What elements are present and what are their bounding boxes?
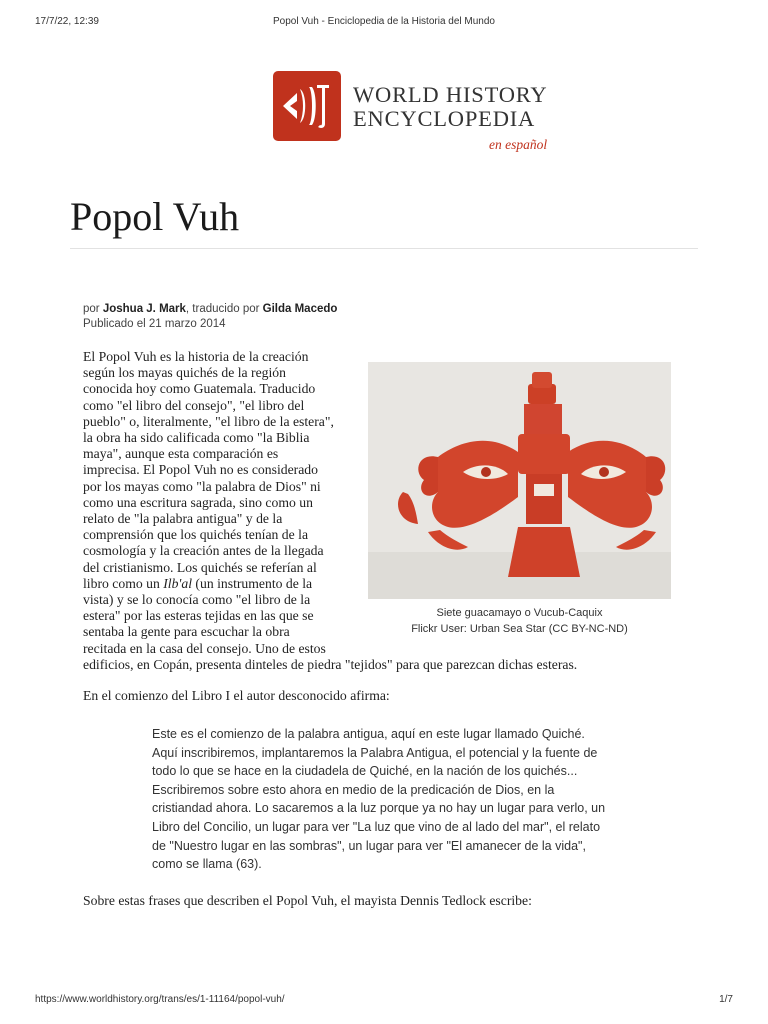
print-page-number: 1/7: [719, 994, 733, 1005]
site-logo[interactable]: [273, 71, 553, 161]
para1-line: la obra ha sido calificada como "la Biblia: [83, 430, 310, 446]
print-doc-title: Popol Vuh - Enciclopedia de la Historia del Mundo: [273, 16, 495, 27]
logo-line1: WORLD HISTORY: [353, 82, 548, 107]
article-paragraph-1: [83, 349, 366, 657]
logo-line2: ENCYCLOPEDIA: [353, 106, 536, 131]
print-url[interactable]: https://www.worldhistory.org/trans/es/1-11164/popol-vuh/: [35, 994, 285, 1005]
para1-line: comprensión que los quichés tenían de la: [83, 527, 309, 543]
quote-line: cristiandad ahora. Lo sacaremos a la luz porque ya no hay un lugar para verlo, un: [152, 801, 606, 816]
para1-line: sentaba la gente para escuchar la obra: [83, 624, 290, 640]
para1-line: imprecisa. El Popol Vuh no es considerado: [83, 462, 318, 478]
translated-prefix: , traducido por: [185, 303, 263, 315]
print-datetime: 17/7/22, 12:39: [35, 16, 99, 27]
macaw-sculpture-image: [368, 362, 671, 599]
caption-title: Siete guacamayo o Vucub-Caquix: [436, 607, 603, 619]
quote-line: Aquí inscribiremos, implantaremos la Palabra Antigua, el potencial y la fuente de: [152, 745, 598, 760]
para1-line: recitada en la casa del consejo. Uno de estos: [83, 640, 326, 656]
logo-language: en español: [489, 137, 548, 152]
published-date: Publicado el 21 marzo 2014: [83, 318, 226, 330]
para1-line: maya", aunque esta comparación es: [83, 446, 279, 462]
caption-credit[interactable]: Flickr User: Urban Sea Star (CC BY-NC-ND): [411, 623, 628, 635]
article-paragraph-2: En el comienzo del Libro I el autor desconocido afirma:: [83, 688, 390, 703]
translator-link[interactable]: Gilda Macedo: [262, 303, 338, 315]
ilbal-post: (un instrumento de la: [192, 575, 313, 591]
quote-line: Este es el comienzo de la palabra antigua, aquí en este lugar llamado Quiché.: [152, 727, 585, 741]
para1-line: estera" por las esteras tejidas en las que se: [83, 608, 314, 624]
quote-line: de "Nuestro lugar en las sombras", un lugar para ver "El amanecer de la vida",: [152, 838, 586, 853]
page-title: Popol Vuh: [70, 194, 240, 239]
logo-mark-icon: [273, 71, 341, 141]
quote-line: todo lo que se hace en la ciudadela de Quiché, en la nación de los quichés...: [152, 764, 578, 779]
byline: [83, 302, 337, 332]
ilbal-pre: libro como un: [83, 575, 164, 591]
para1-last-line: edificios, en Copán, presenta dinteles de piedra "tejidos" para que parezcan dichas esteras.: [83, 657, 578, 672]
author-link[interactable]: Joshua J. Mark: [102, 303, 186, 315]
title-divider: [70, 248, 698, 249]
para1-line: por los mayas como "la palabra de Dios" ni: [83, 478, 321, 494]
para1-line: como una escritura sagrada, sino como un: [83, 494, 313, 510]
print-footer: [0, 994, 768, 1008]
para1-line: relato de "la palabra antigua" y de la: [83, 511, 283, 527]
para1-line: según los mayas quichés de la región: [83, 365, 286, 381]
quote-line: como se llama (63).: [152, 857, 262, 872]
para1-line: pueblo" o, literalmente, "el libro de la estera",: [83, 413, 334, 429]
para1-line: conocida hoy como Guatemala. Traducido: [83, 381, 316, 397]
para1-line: cosmología y la creación antes de la llegada: [83, 543, 324, 559]
print-header: [0, 16, 768, 30]
quote-line: Libro del Concilio, un lugar para ver "La luz que vino de al lado del mar", el relato: [152, 819, 601, 834]
ilbal-term: Ilb'al: [163, 575, 192, 591]
para1-line: del cristianismo. Los quichés se referían al: [83, 559, 317, 575]
by-prefix: por: [83, 303, 103, 315]
quote-line: Escribiremos sobre esto ahora en medio de la predicación de Dios, en la: [152, 782, 555, 797]
para1-line: [83, 576, 366, 592]
blockquote: [152, 725, 672, 874]
para1-line: como "el libro del consejo", "el libro del: [83, 397, 305, 413]
para1-line: El Popol Vuh es la historia de la creación: [83, 349, 309, 364]
image-caption: [368, 605, 671, 637]
article-paragraph-3: Sobre estas frases que describen el Popol Vuh, el mayista Dennis Tedlock escribe:: [83, 893, 532, 908]
para1-line: vista) y se lo conocía como "el libro de la: [83, 592, 311, 608]
article-image[interactable]: [368, 362, 671, 599]
logo-wordmark: [353, 83, 547, 131]
